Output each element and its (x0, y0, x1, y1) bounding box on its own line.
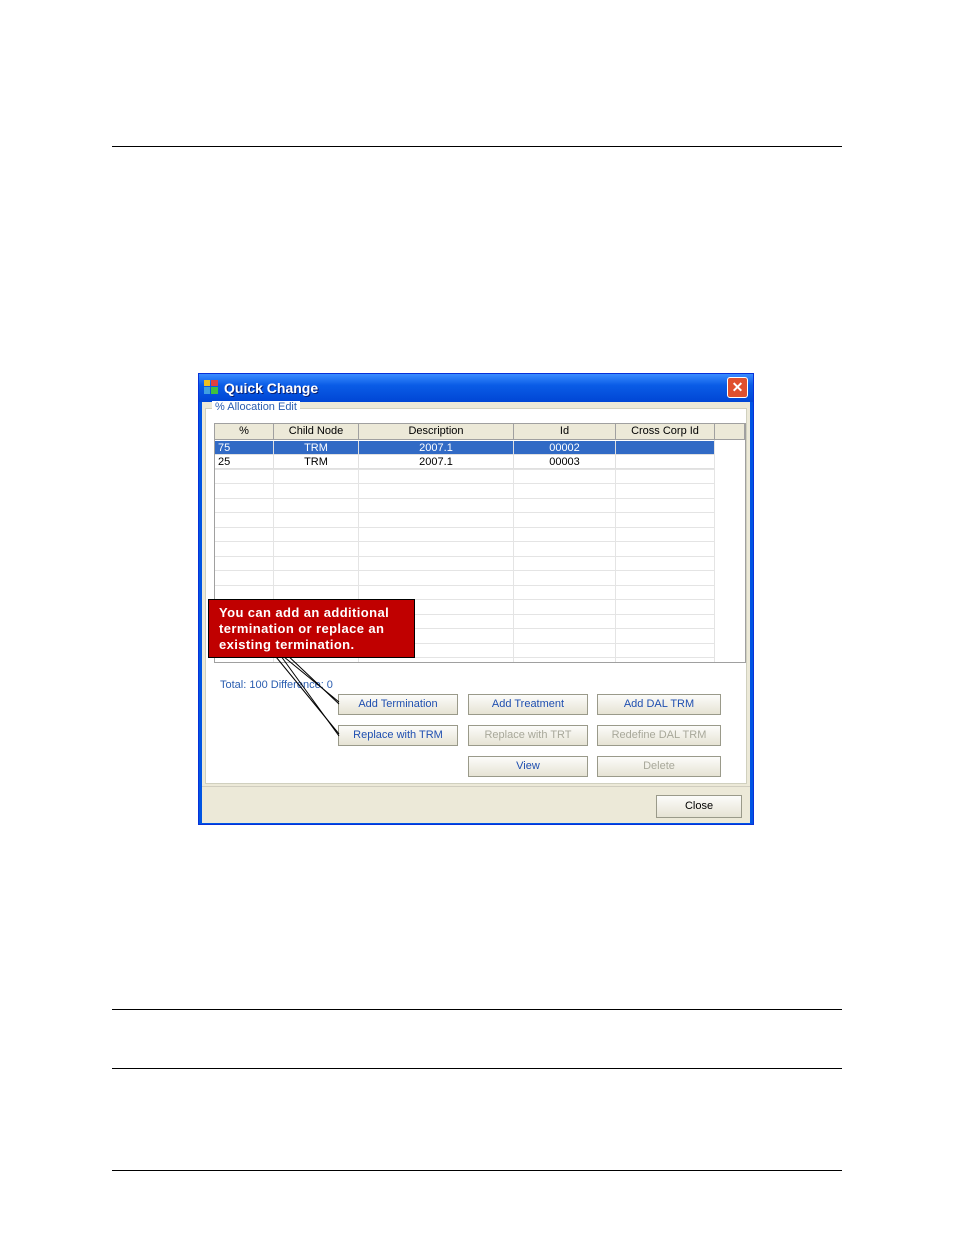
add-dal-trm-button[interactable]: Add DAL TRM (597, 694, 721, 715)
close-button[interactable]: Close (656, 795, 742, 818)
cell-child-node: TRM (274, 441, 359, 455)
cell-pct: 25 (215, 455, 274, 469)
replace-with-trm-button[interactable]: Replace with TRM (338, 725, 458, 746)
col-header-description[interactable]: Description (359, 424, 514, 440)
replace-with-trt-button[interactable]: Replace with TRT (468, 725, 588, 746)
title-bar[interactable] (199, 374, 753, 402)
bottom-rule-1 (112, 1009, 842, 1010)
cell-id: 00003 (514, 455, 616, 469)
group-label: % Allocation Edit (212, 401, 300, 413)
footer-rule (112, 1170, 842, 1171)
window-title: Quick Change (224, 380, 319, 396)
totals-label: Total: 100 Difference: 0 (220, 679, 333, 691)
close-window-icon[interactable]: ✕ (727, 377, 748, 398)
bottom-rule-2 (112, 1068, 842, 1069)
add-treatment-button[interactable]: Add Treatment (468, 694, 588, 715)
col-header-extra (715, 424, 745, 440)
col-header-cross-corp-id[interactable]: Cross Corp Id (616, 424, 715, 440)
cell-pct: 75 (215, 441, 274, 455)
view-button[interactable]: View (468, 756, 588, 777)
cell-description: 2007.1 (359, 441, 514, 455)
cell-child-node: TRM (274, 455, 359, 469)
redefine-dal-trm-button[interactable]: Redefine DAL TRM (597, 725, 721, 746)
add-termination-button[interactable]: Add Termination (338, 694, 458, 715)
annotation-callout (208, 599, 415, 658)
callout-line-2: termination or replace an (219, 621, 385, 636)
table-row[interactable] (215, 455, 745, 469)
dialog-footer (202, 786, 750, 823)
cell-description: 2007.1 (359, 455, 514, 469)
cell-id: 00002 (514, 441, 616, 455)
cell-cross-corp-id (616, 455, 715, 469)
callout-line-3: existing termination. (219, 637, 355, 652)
cell-cross-corp-id (616, 441, 715, 455)
delete-button[interactable]: Delete (597, 756, 721, 777)
col-header-pct[interactable]: % (215, 424, 274, 440)
callout-line-1: You can add an additional (219, 605, 390, 620)
table-row[interactable] (215, 441, 745, 455)
col-header-child-node[interactable]: Child Node (274, 424, 359, 440)
col-header-id[interactable]: Id (514, 424, 616, 440)
top-rule (112, 146, 842, 147)
app-window-icon (204, 380, 218, 394)
